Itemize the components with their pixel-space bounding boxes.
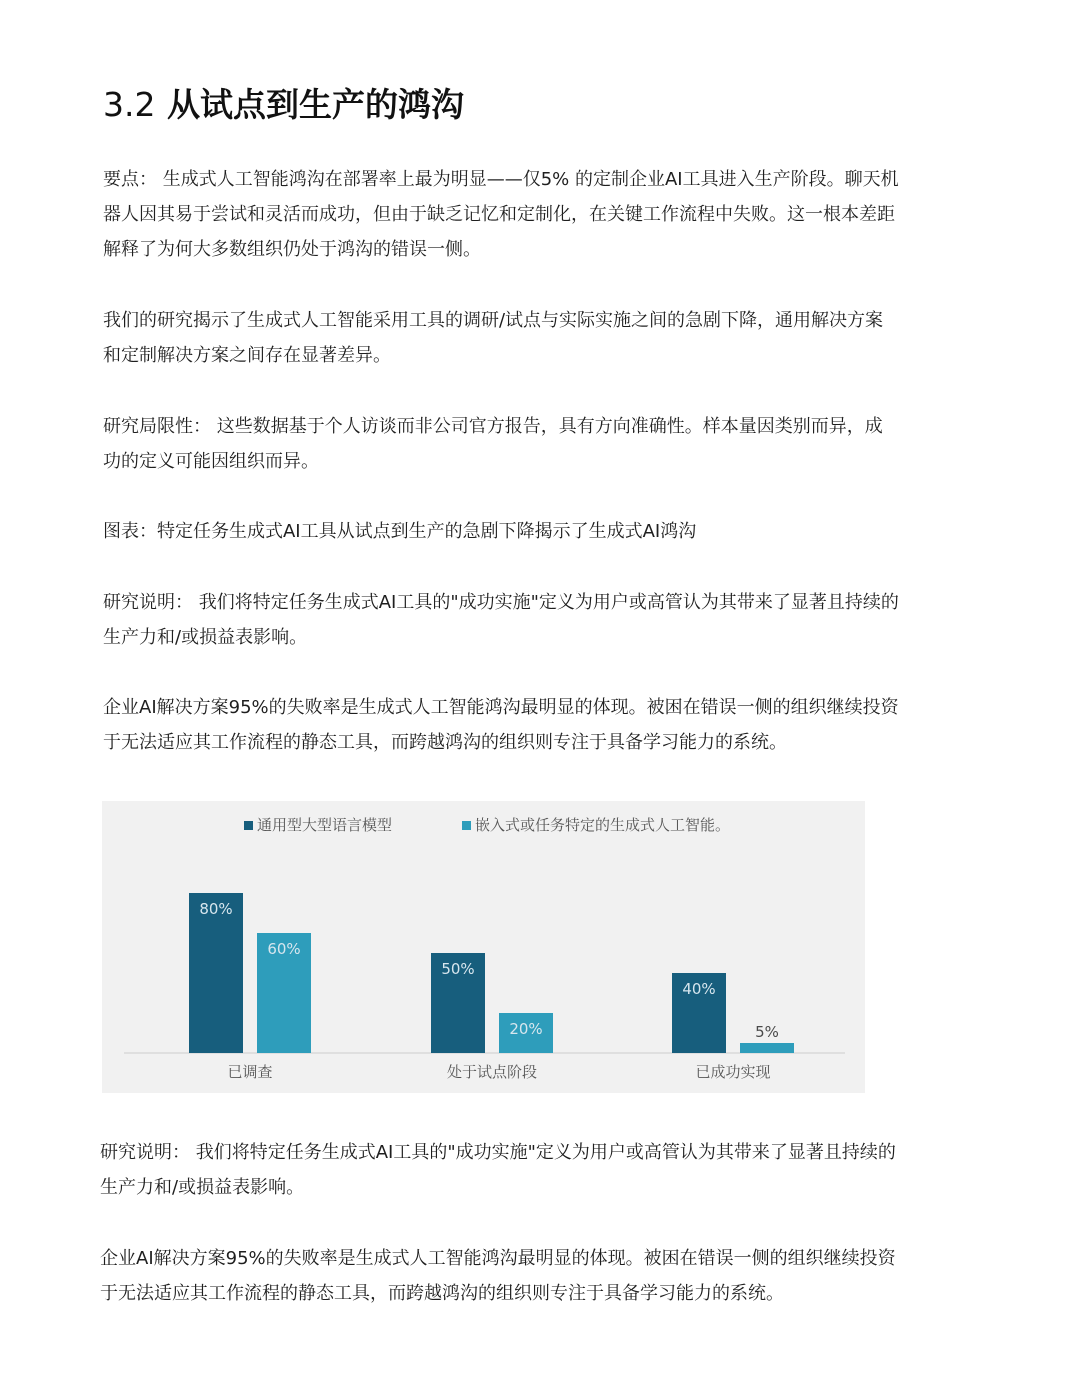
legend-label: 嵌入式或任务特定的生成式人工智能。 [475,816,731,834]
bar-chart-svg [102,801,865,1093]
text-line: 于无法适应其工作流程的静态工具，而跨越鸿沟的组织则专注于具备学习能力的系统。 [100,1283,784,1304]
section-title: 从试点到生产的鸿沟 [166,85,464,124]
text-line: 研究说明： 我们将特定任务生成式AI工具的"成功实施"定义为用户或高管认为其带来了显著且持续的 [100,1142,896,1163]
text-line: 企业AI解决方案95%的失败率是生成式人工智能鸿沟最明显的体现。被困在错误一侧的组织继续投资 [103,697,899,718]
text-line: 我们的研究揭示了生成式人工智能采用工具的调研/试点与实际实施之间的急剧下降，通用解决方案 [103,310,884,331]
text-line: 和定制解决方案之间存在显著差异。 [103,345,391,366]
data-label: 20% [509,1020,543,1038]
failure-rate-paragraph [103,690,983,760]
section-number: 3.2 [103,85,156,124]
research-paragraph [103,303,983,373]
failure-rate-paragraph-repeat [100,1241,980,1311]
category-label: 已调查 [227,1063,273,1081]
data-label: 50% [441,960,475,978]
data-label: 80% [199,900,233,918]
text-line: 要点： 生成式人工智能鸿沟在部署率上最为明显——仅5% 的定制企业AI工具进入生产阶段。聊天机 [103,169,899,190]
limitations-paragraph [103,409,983,479]
text-line: 研究说明： 我们将特定任务生成式AI工具的"成功实施"定义为用户或高管认为其带来了显著且持续的 [103,592,899,613]
text-line: 图表：特定任务生成式AI工具从试点到生产的急剧下降揭示了生成式AI鸿沟 [103,521,697,542]
data-label: 40% [682,980,716,998]
page-title [103,82,464,128]
legend-swatch [462,821,471,830]
chart-caption [103,514,983,549]
text-line: 于无法适应其工作流程的静态工具，而跨越鸿沟的组织则专注于具备学习能力的系统。 [103,732,787,753]
category-label: 处于试点阶段 [446,1063,538,1081]
legend-swatch [244,821,253,830]
text-line: 生产力和/或损益表影响。 [100,1177,305,1198]
text-line: 功的定义可能因组织而异。 [103,451,319,472]
research-note-paragraph-repeat [100,1135,980,1205]
text-line: 生产力和/或损益表影响。 [103,627,308,648]
text-line: 研究局限性： 这些数据基于个人访谈而非公司官方报告，具有方向准确性。样本量因类别而异，成 [103,416,883,437]
key-point-paragraph [103,162,983,267]
bar-chart [102,801,865,1093]
data-label: 60% [267,940,301,958]
text-line: 器人因其易于尝试和灵活而成功，但由于缺乏记忆和定制化，在关键工作流程中失败。这一根本差距 [103,204,895,225]
data-label: 5% [755,1023,779,1041]
text-line: 企业AI解决方案95%的失败率是生成式人工智能鸿沟最明显的体现。被困在错误一侧的组织继续投资 [100,1248,896,1269]
category-label: 已成功实现 [695,1063,771,1081]
research-note-paragraph [103,585,983,655]
legend-label: 通用型大型语言模型 [257,816,393,834]
text-line: 解释了为何大多数组织仍处于鸿沟的错误一侧。 [103,239,481,260]
bar [740,1043,794,1053]
